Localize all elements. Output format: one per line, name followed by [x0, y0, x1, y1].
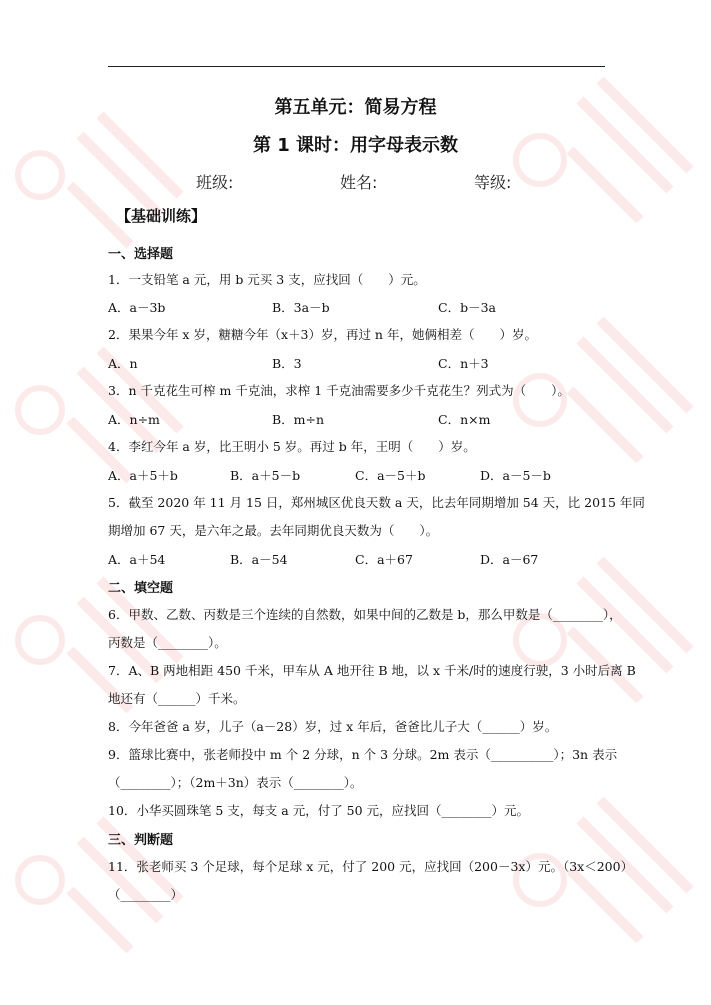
- question-7-line-2: 地还有（______）千米。: [108, 691, 246, 706]
- class-label: 班级:: [196, 173, 234, 192]
- q2-option-b: B．3: [272, 356, 302, 371]
- q4-option-c: C．a－5＋b: [355, 468, 426, 483]
- question-10: 10．小华买圆珠笔 5 支，每支 a 元，付了 50 元，应找回（________）元。: [108, 803, 530, 818]
- question-4: 4．李红今年 a 岁，比王明小 5 岁。再过 b 年，王明（ ）岁。: [108, 439, 476, 454]
- q5-option-b: B．a－54: [230, 552, 288, 567]
- basic-training-heading: 【基础训练】: [116, 207, 207, 225]
- section-choice-title: 一、选择题: [108, 247, 174, 262]
- watermark-logo-icon: [500, 280, 700, 480]
- question-3: 3．n 千克花生可榨 m 千克油，求榨 1 千克油需要多少千克花生？列式为（ ）。: [108, 383, 570, 398]
- q5-option-c: C．a＋67: [355, 552, 413, 567]
- q5-option-a: A．a＋54: [108, 552, 166, 567]
- question-8: 8．今年爸爸 a 岁，儿子（a－28）岁，过 x 年后，爸爸比儿子大（______）岁。: [108, 719, 558, 734]
- grade-label: 等级:: [474, 173, 512, 192]
- question-11-line-1: 11．张老师买 3 个足球，每个足球 x 元，付了 200 元，应找回（200－3x）元。（3x＜200）: [108, 859, 634, 874]
- question-9-line-1: 9．篮球比赛中，张老师投中 m 个 2 分球，n 个 3 分球。2m 表示（__________）；3n 表示: [108, 747, 618, 762]
- question-9-line-2: （________）；（2m＋3n）表示（________）。: [108, 775, 363, 790]
- name-label: 姓名:: [340, 173, 378, 192]
- section-judge-title: 三、判断题: [108, 833, 174, 848]
- q2-option-c: C．n＋3: [438, 356, 489, 371]
- q3-option-c: C．n×m: [438, 412, 491, 427]
- q1-option-a: A．a－3b: [108, 300, 166, 315]
- question-5-line-2: 期增加 67 天，是六年之最。去年同期优良天数为（ ）。: [108, 523, 439, 538]
- lesson-title: 第 1 课时：用字母表示数: [252, 135, 459, 156]
- q4-option-d: D．a－5－b: [480, 468, 551, 483]
- q4-option-a: A．a＋5＋b: [108, 468, 178, 483]
- section-fill-title: 二、填空题: [108, 581, 174, 596]
- question-5-line-1: 5．截至 2020 年 11 月 15 日，郑州城区优良天数 a 天，比去年同期增加 54 天，比 2015 年同: [108, 495, 645, 510]
- unit-title: 第五单元：简易方程: [274, 97, 437, 118]
- question-11-line-2: （________）: [108, 887, 184, 902]
- q1-option-c: C．b－3a: [438, 300, 496, 315]
- q5-option-d: D．a－67: [480, 552, 539, 567]
- q1-option-b: B．3a－b: [272, 300, 330, 315]
- question-7-line-1: 7．A、B 两地相距 450 千米，甲车从 A 地开往 B 地，以 x 千米/时的速度行驶，3 小时后离 B: [108, 663, 636, 678]
- q2-option-a: A．n: [108, 356, 138, 371]
- q3-option-b: B．m÷n: [272, 412, 325, 427]
- question-1: 1．一支铅笔 a 元，用 b 元买 3 支，应找回（ ）元。: [108, 272, 426, 287]
- q3-option-a: A．n÷m: [108, 412, 160, 427]
- header-rule: [108, 66, 605, 67]
- question-2: 2．果果今年 x 岁，糖糖今年（x＋3）岁，再过 n 年，她俩相差（ ）岁。: [108, 327, 537, 342]
- question-6-line-1: 6．甲数、乙数、丙数是三个连续的自然数，如果中间的乙数是 b，那么甲数是（________），: [108, 607, 622, 622]
- question-6-line-2: 丙数是（________）。: [108, 635, 227, 650]
- q4-option-b: B．a＋5－b: [230, 468, 301, 483]
